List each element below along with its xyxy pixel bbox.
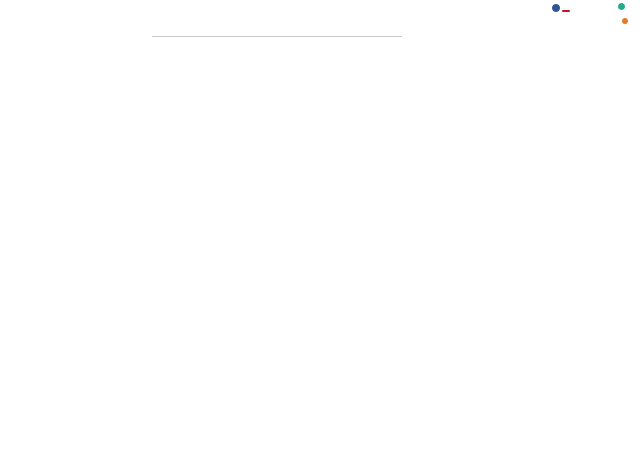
- company-logo: [548, 2, 632, 28]
- logo-dot-orange-icon: [622, 18, 628, 24]
- logo-dot-blue-icon: [552, 4, 560, 12]
- logo-dot-green-icon: [618, 3, 625, 10]
- college-name-field[interactable]: [152, 26, 402, 37]
- logo-text: [562, 10, 570, 12]
- weekday-header: [7, 38, 633, 54]
